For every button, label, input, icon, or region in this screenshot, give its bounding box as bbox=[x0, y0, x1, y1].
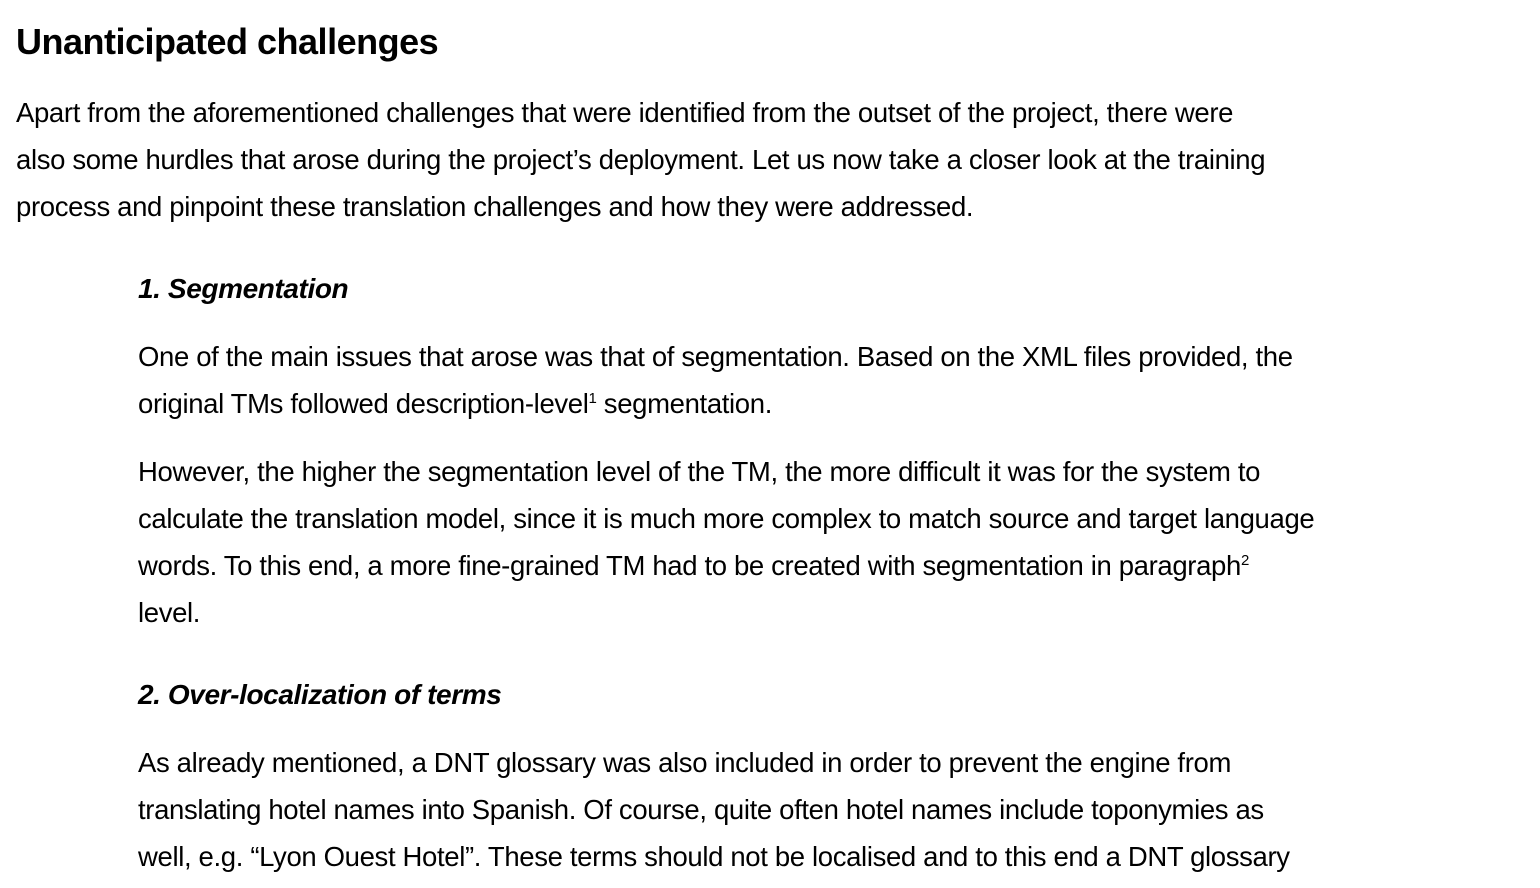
over-localization-paragraph-1 bbox=[138, 739, 1538, 880]
segmentation-heading: 1. Segmentation bbox=[138, 273, 349, 304]
text-span: words. To this end, a more fine-grained TM had to be created with segmentation in paragraph bbox=[138, 550, 1241, 581]
intro-line: also some hurdles that arose during the project’s deployment. Let us now take a closer look at the training bbox=[16, 144, 1266, 175]
over-localization-heading: 2. Over-localization of terms bbox=[138, 679, 502, 710]
paragraph-line bbox=[138, 380, 1538, 427]
paragraph-line: However, the higher the segmentation level of the TM, the more difficult it was for the system to bbox=[138, 456, 1261, 487]
segmentation-paragraph-1 bbox=[138, 333, 1538, 427]
footnote-ref-1[interactable]: 1 bbox=[588, 390, 597, 407]
paragraph-line: calculate the translation model, since it is much more complex to match source and target language bbox=[138, 503, 1315, 534]
paragraph-line: One of the main issues that arose was that of segmentation. Based on the XML files provided, the bbox=[138, 341, 1293, 372]
footnote-ref-2[interactable]: 2 bbox=[1240, 552, 1249, 569]
intro-line: Apart from the aforementioned challenges that were identified from the outset of the project, there were bbox=[16, 97, 1234, 128]
paragraph-line: As already mentioned, a DNT glossary was also included in order to prevent the engine from bbox=[138, 747, 1232, 778]
intro-line: process and pinpoint these translation challenges and how they were addressed. bbox=[16, 191, 974, 222]
segmentation-paragraph-2 bbox=[138, 448, 1538, 636]
text-span: original TMs followed description-level bbox=[138, 388, 589, 419]
section-title: Unanticipated challenges bbox=[16, 21, 439, 62]
paragraph-line: translating hotel names into Spanish. Of course, quite often hotel names include toponymies as bbox=[138, 794, 1264, 825]
paragraph-line: level. bbox=[138, 597, 201, 628]
text-span: segmentation. bbox=[596, 388, 772, 419]
paragraph-line: well, e.g. “Lyon Ouest Hotel”. These terms should not be localised and to this end a DNT glossary bbox=[138, 841, 1290, 872]
paragraph-line bbox=[138, 542, 1538, 589]
intro-paragraph bbox=[16, 89, 1265, 230]
